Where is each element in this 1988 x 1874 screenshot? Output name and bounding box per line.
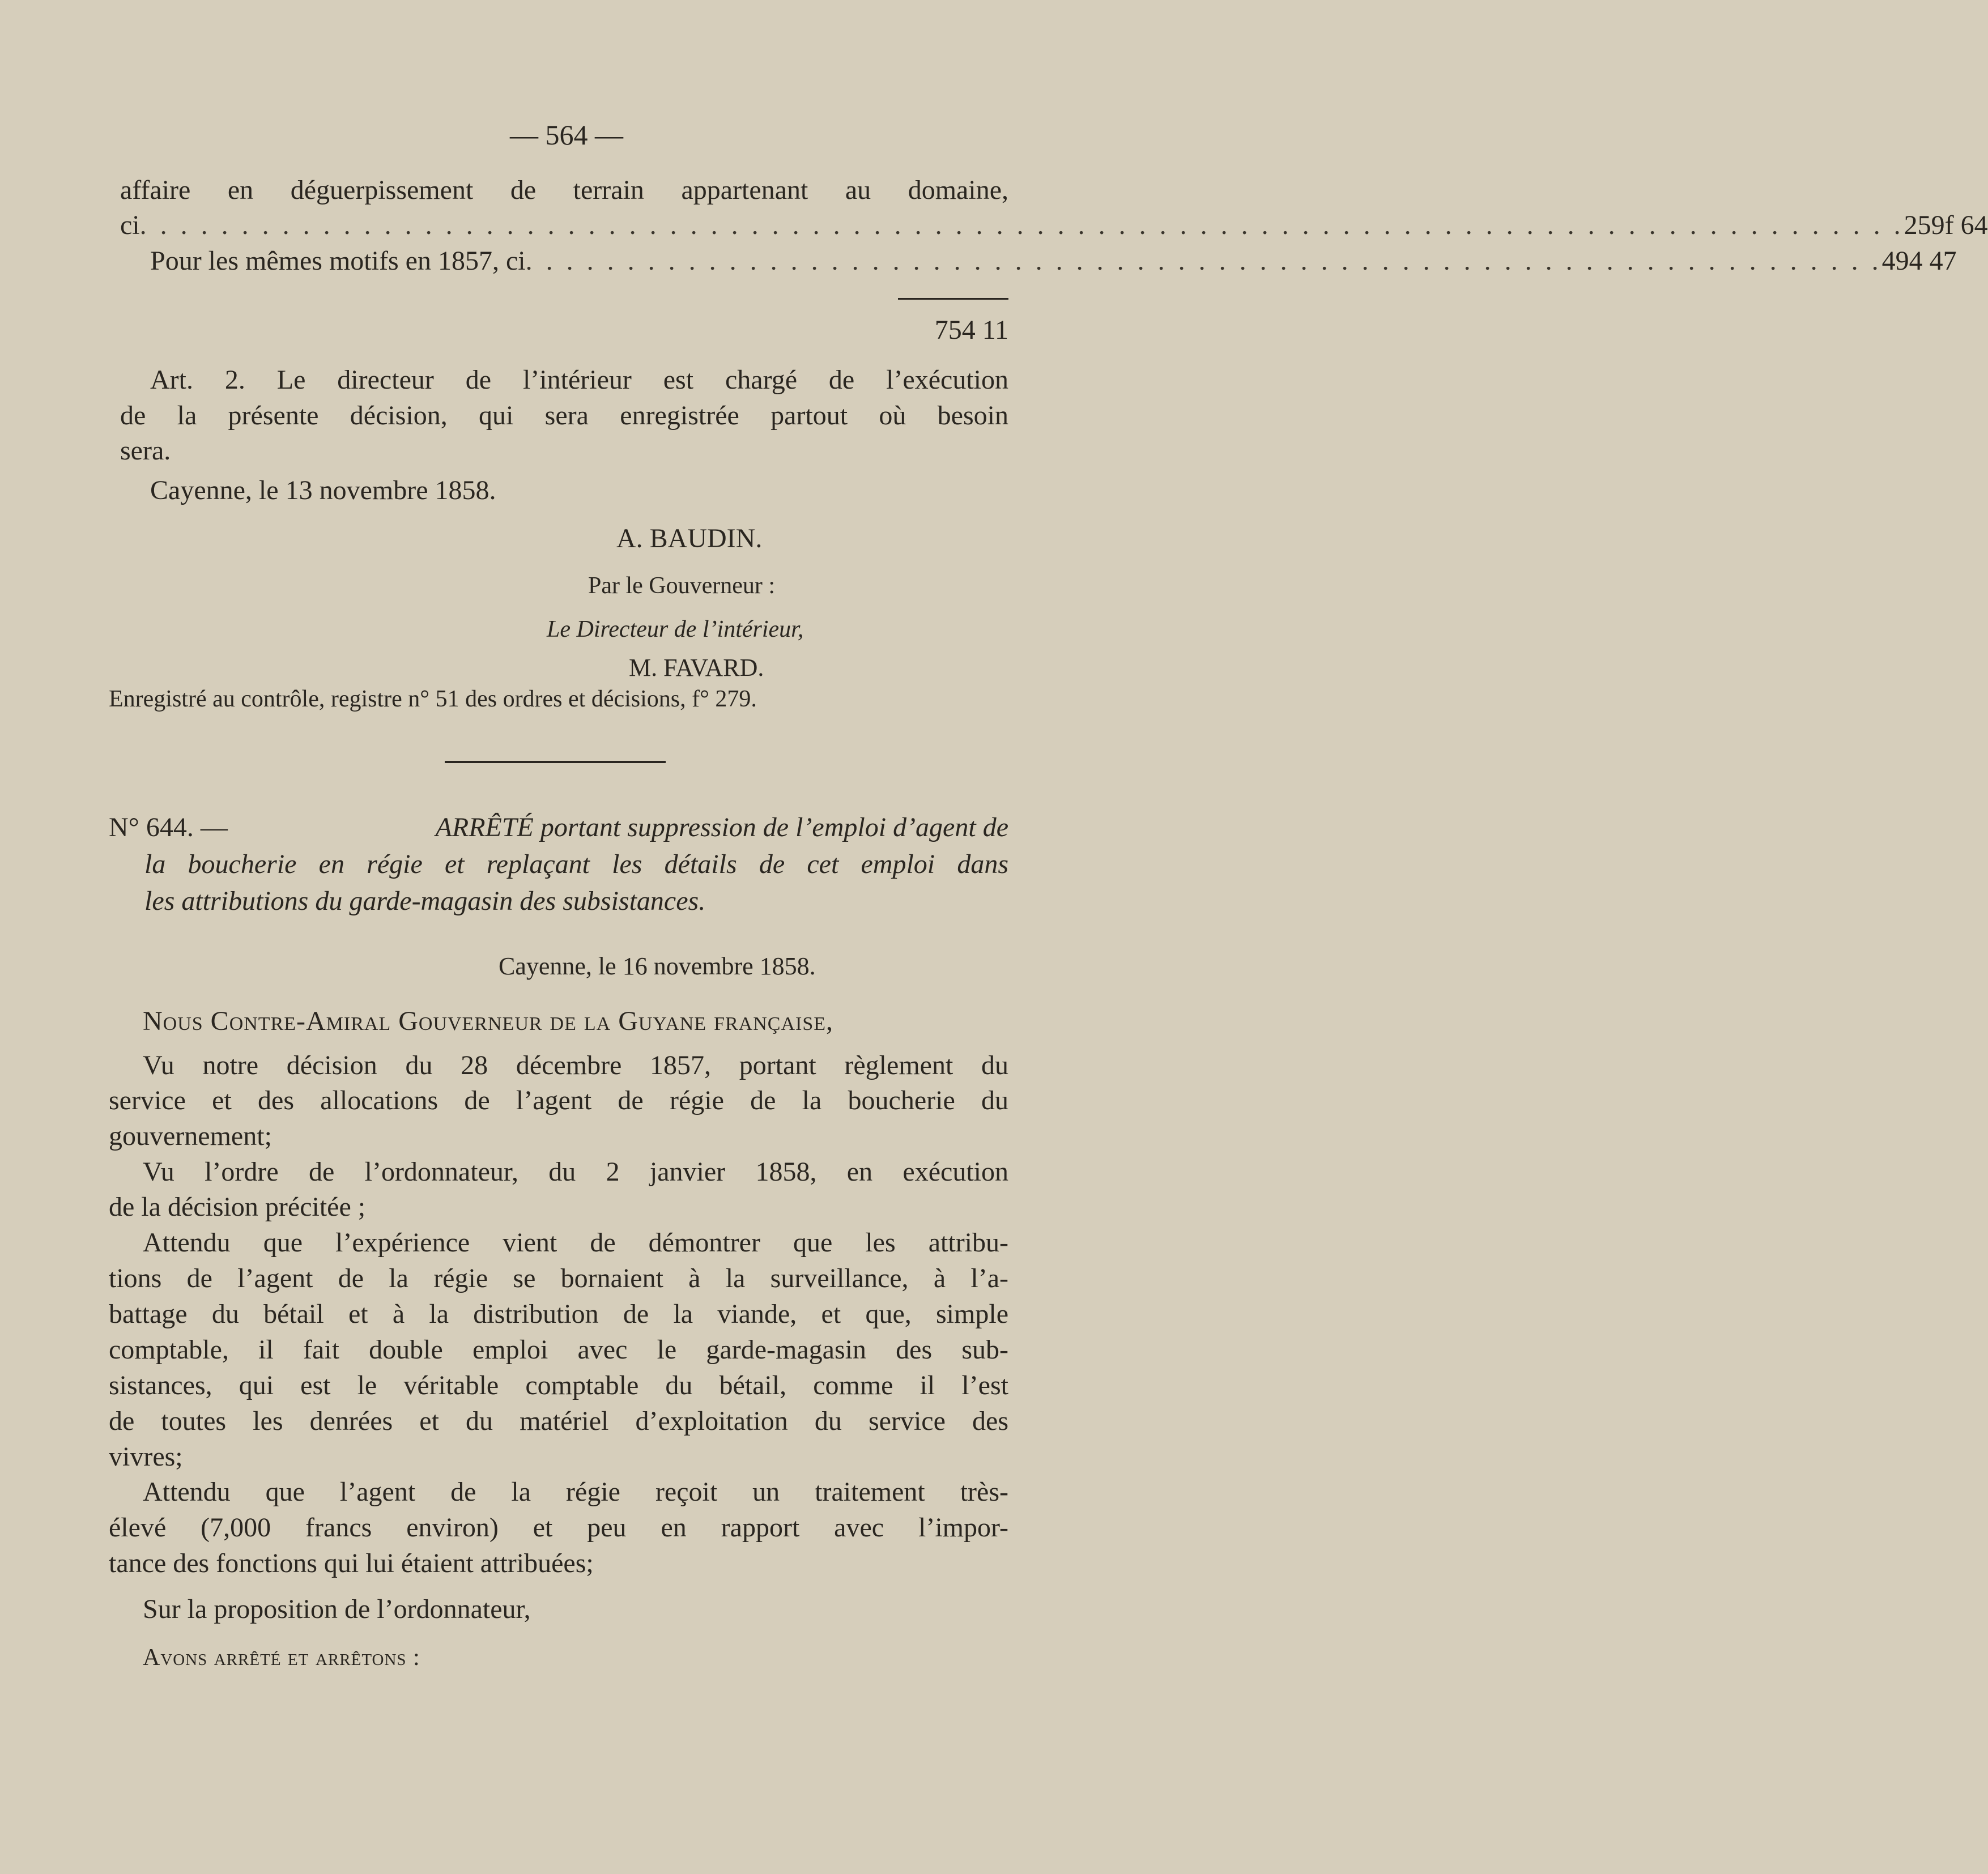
place-date: Cayenne, le 13 novembre 1858. [150,475,496,505]
director-name: M. FAVARD. [629,654,764,682]
body-line-9: comptable, il fait double emploi avec le garde-magasin des sub- [109,1335,1008,1365]
par-le-gouverneur: Par le Gouverneur : [588,573,776,599]
top-line-2 [120,208,1988,243]
top-line-2-value: 259f 64 [1904,210,1988,240]
body-line-4: Vu l’ordre de l’ordonnateur, du 2 janvier 1858, en exécution [143,1157,1008,1187]
top-line-1: affaire en déguerpissement de terrain appartenant au domaine, [120,175,1008,205]
director-title: Le Directeur de l’intérieur, [547,616,804,642]
top-line-3-label: Pour les mêmes motifs en 1857, ci [150,246,526,276]
art2-line-2: de la présente décision, qui sera enregistrée partout où besoin [120,401,1008,431]
decree-closing: Avons arrêté et arrêtons : [143,1645,420,1671]
leader-dots: . . . . . . . . . . . . . . . . . . . . . . . . . . . . . . . . . . . . . . . . . . . . . . . . . . . . . . . . . . . . . . . . . . . [525,246,1882,276]
decree-title-3: les attributions du garde-magasin des subsistances. [144,886,706,916]
art2-line-3: sera. [120,436,171,466]
total-amount: 754 11 [934,315,1008,345]
body-line-14: élevé (7,000 francs environ) et peu en rapport avec l’impor- [109,1513,1008,1543]
decree-preamble: Nous Contre-Amiral Gouverneur de la Guyane française, [143,1006,833,1036]
leader-dots: . . . . . . . . . . . . . . . . . . . . . . . . . . . . . . . . . . . . . . . . . . . . . . . . . . . . . . . . . . . . . . . . . . . . . . . . . . . . . . . . . . . . . . . [139,210,1904,240]
section-divider [445,761,666,763]
top-line-3 [150,244,1957,279]
body-line-16: Sur la proposition de l’ordonnateur, [143,1594,531,1624]
body-line-15: tance des fonctions qui lui étaient attribuées; [109,1548,594,1578]
body-line-12: vivres; [109,1442,183,1472]
signer-name: A. BAUDIN. [616,523,763,553]
decree-title-1: ARRÊTÉ portant suppression de l’emploi d’agent de [435,812,1008,842]
art2-line-1: Art. 2. Le directeur de l’intérieur est chargé de l’exécution [150,365,1008,395]
page-number: — 564 — [510,119,623,151]
body-line-10: sistances, qui est le véritable comptable du bétail, comme il l’est [109,1370,1008,1400]
body-line-2: service et des allocations de l’agent de régie de la boucherie du [109,1085,1008,1115]
body-line-1: Vu notre décision du 28 décembre 1857, portant règlement du [143,1050,1008,1080]
top-line-3-value: 494 47 [1881,246,1957,276]
body-line-8: battage du bétail et à la distribution de la viande, et que, simple [109,1299,1008,1329]
top-line-2-label: ci [120,210,140,240]
decree-number: N° 644. — [109,812,228,842]
body-line-11: de toutes les denrées et du matériel d’exploitation du service des [109,1406,1008,1436]
registration-note: Enregistré au contrôle, registre n° 51 des ordres et décisions, f° 279. [109,686,757,712]
sum-rule [898,298,1008,300]
decree-date: Cayenne, le 16 novembre 1858. [499,952,816,980]
decree-header-line-1 [109,810,1008,845]
body-line-3: gouvernement; [109,1121,272,1151]
decree-title-2: la boucherie en régie et replaçant les détails de cet emploi dans [144,849,1008,879]
body-line-5: de la décision précitée ; [109,1192,366,1222]
body-line-6: Attendu que l’expérience vient de démontrer que les attribu- [143,1228,1008,1258]
body-line-7: tions de l’agent de la régie se bornaient à la surveillance, à l’a- [109,1263,1008,1293]
body-line-13: Attendu que l’agent de la régie reçoit un traitement très- [143,1477,1008,1507]
